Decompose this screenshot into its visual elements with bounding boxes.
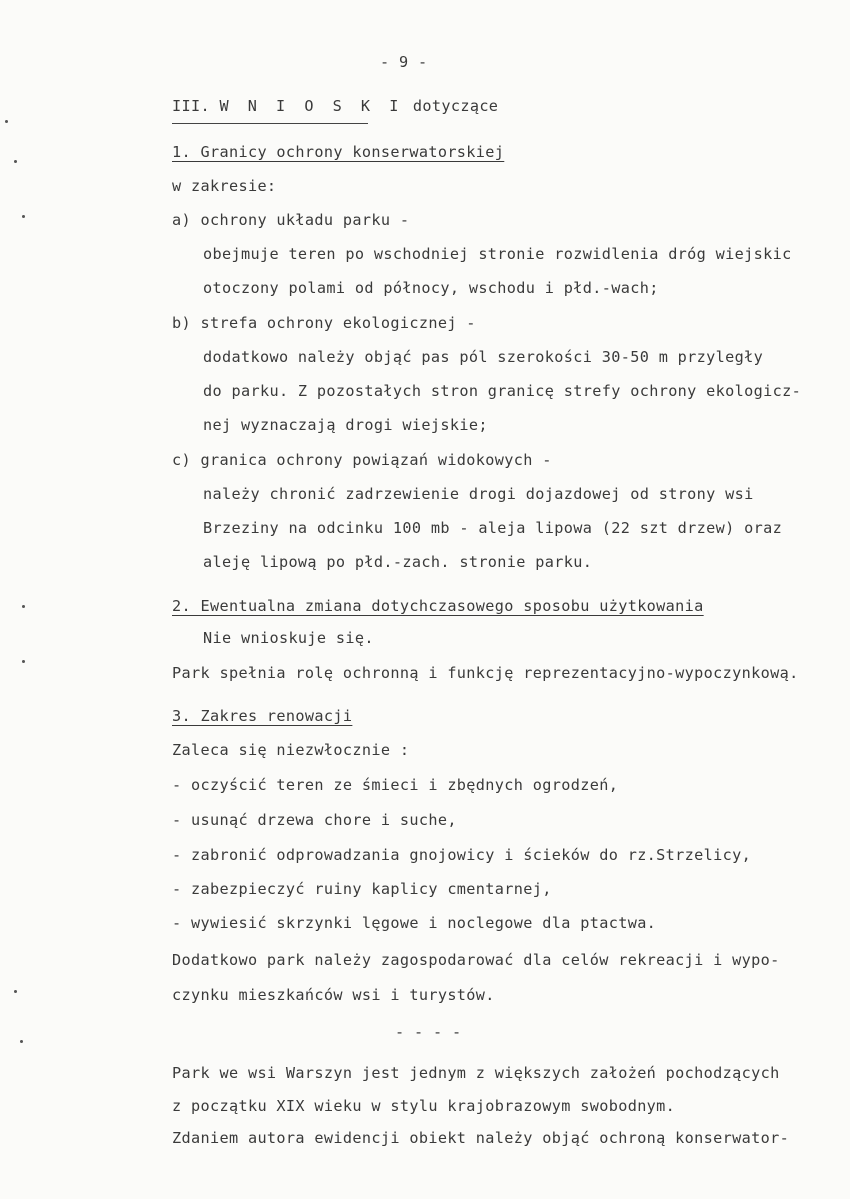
- section1-a-line: otoczony polami od północy, wschodu i płd.-wach;: [203, 279, 659, 297]
- separator: - - - -: [395, 1023, 462, 1041]
- main-heading: [172, 96, 498, 116]
- closing-line: z początku XIX wieku w stylu krajobrazowym swobodnym.: [172, 1097, 676, 1115]
- section2-title: 2. Ewentualna zmiana dotychczasowego sposobu użytkowania: [172, 597, 704, 615]
- closing-line: Zdaniem autora ewidencji obiekt należy objąć ochroną konserwator-: [172, 1129, 790, 1147]
- section3-list-item: - oczyścić teren ze śmieci i zbędnych ogrodzeń,: [172, 776, 619, 794]
- section1-c-line: aleję lipową po płd.-zach. stronie parku.: [203, 553, 593, 571]
- section3-extra-line: Dodatkowo park należy zagospodarować dla celów rekreacji i wypo-: [172, 951, 780, 969]
- section3-intro: Zaleca się niezwłocznie :: [172, 741, 410, 759]
- heading-underline: [172, 123, 368, 124]
- section1-b-line: dodatkowo należy objąć pas pól szerokości 30-50 m przyległy: [203, 348, 764, 366]
- margin-speck: [14, 990, 17, 993]
- heading-roman: III.: [172, 97, 210, 115]
- margin-speck: [22, 660, 25, 663]
- margin-speck: [5, 120, 8, 123]
- margin-speck: [20, 1040, 23, 1043]
- section3-list-item: - zabronić odprowadzania gnojowicy i ścieków do rz.Strzelicy,: [172, 846, 752, 864]
- section1-a-line: obejmuje teren po wschodniej stronie rozwidlenia dróg wiejskic: [203, 245, 792, 263]
- section1-c-line: Brzeziny na odcinku 100 mb - aleja lipowa (22 szt drzew) oraz: [203, 519, 783, 537]
- section1-item-b: b) strefa ochrony ekologicznej -: [172, 314, 476, 332]
- section1-b-line: nej wyznaczają drogi wiejskie;: [203, 416, 488, 434]
- page-number: - 9 -: [380, 53, 428, 71]
- section3-list-item: - wywiesić skrzynki lęgowe i noclegowe dla ptactwa.: [172, 914, 657, 932]
- section3-list-item: - zabezpieczyć ruiny kaplicy cmentarnej,: [172, 880, 552, 898]
- section2-line: Nie wnioskuje się.: [203, 629, 374, 647]
- section1-title: 1. Granicy ochrony konserwatorskiej: [172, 143, 505, 161]
- section3-title: 3. Zakres renowacji: [172, 707, 353, 725]
- section1-item-a: a) ochrony układu parku -: [172, 211, 410, 229]
- section3-extra-line: czynku mieszkańców wsi i turystów.: [172, 986, 495, 1004]
- section1-b-line: do parku. Z pozostałych stron granicę strefy ochrony ekologicz-: [203, 382, 802, 400]
- section1-intro: w zakresie:: [172, 177, 277, 195]
- section2-line: Park spełnia rolę ochronną i funkcję reprezentacyjno-wypoczynkową.: [172, 664, 799, 682]
- section1-c-line: należy chronić zadrzewienie drogi dojazdowej od strony wsi: [203, 485, 754, 503]
- margin-speck: [22, 215, 25, 218]
- heading-rest: dotyczące: [412, 97, 499, 115]
- closing-line: Park we wsi Warszyn jest jednym z większych założeń pochodzących: [172, 1064, 780, 1082]
- heading-title: W N I O S K I: [219, 97, 404, 115]
- margin-speck: [14, 160, 17, 163]
- section1-item-c: c) granica ochrony powiązań widokowych -: [172, 451, 552, 469]
- margin-speck: [22, 605, 25, 608]
- section3-list-item: - usunąć drzewa chore i suche,: [172, 811, 457, 829]
